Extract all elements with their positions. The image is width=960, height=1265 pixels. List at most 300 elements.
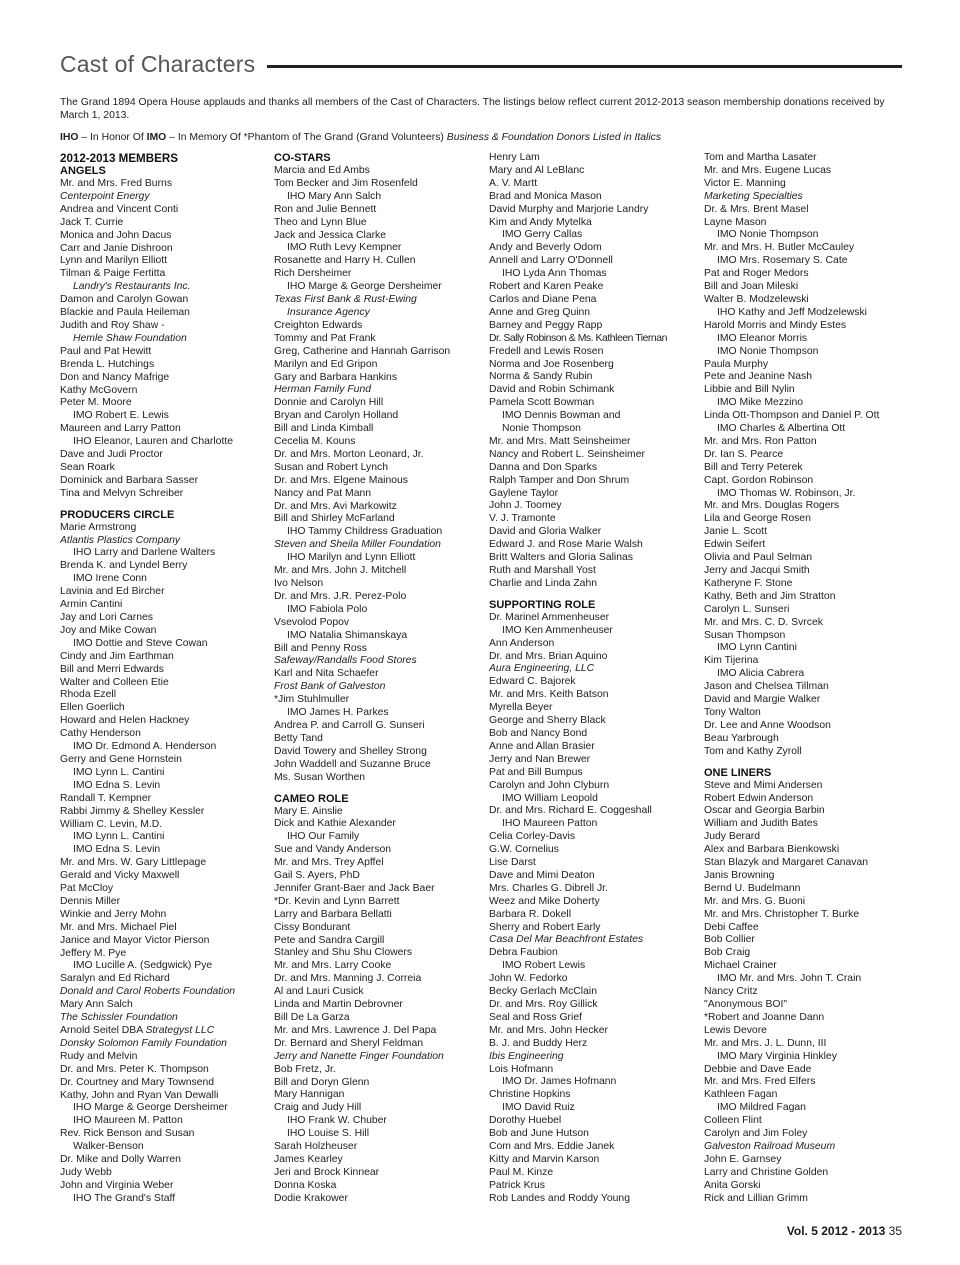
member-name: Danna and Don Sparks xyxy=(489,461,598,473)
page-header xyxy=(60,44,902,84)
member-name: Ivo Nelson xyxy=(274,578,324,589)
section-heading: CO-STARS xyxy=(274,152,331,164)
honoree-line: Nonie Thompson xyxy=(502,423,581,435)
honoree-line: IHO Frank W. Chuber xyxy=(287,1115,387,1127)
member-name: Patrick Krus xyxy=(489,1179,546,1191)
member-name: Janis Browning xyxy=(704,869,775,881)
member-name: Andrea and Vincent Conti xyxy=(60,203,179,215)
member-name: Tom and Kathy Zyroll xyxy=(704,745,802,757)
honoree-line: IHO Eleanor, Lauren and Charlotte xyxy=(73,436,233,448)
member-name: Mr. and Mrs. Trey Apffel xyxy=(274,857,384,869)
member-name: Mr. and Mrs. C. D. Svrcek xyxy=(704,616,823,628)
member-name: Bill and Joan Mileski xyxy=(704,281,799,293)
member-name: Carlos and Diane Pena xyxy=(489,293,597,305)
member-name: Lavinia and Ed Bircher xyxy=(60,586,165,598)
section-heading: PRODUCERS CIRCLE xyxy=(60,508,175,521)
member-name xyxy=(60,1025,272,1038)
member-name: Dr. Bernard and Sheryl Feldman xyxy=(274,1037,424,1049)
member-name: Bill and Doryn Glenn xyxy=(274,1076,370,1088)
member-name: Pete and Sandra Cargill xyxy=(274,934,385,946)
legend-imo-abbr: IMO xyxy=(146,132,167,143)
member-name: Olivia and Paul Selman xyxy=(704,552,813,564)
member-name: Pat and Roger Medors xyxy=(704,268,809,280)
member-name: David and Robin Schimank xyxy=(489,384,615,396)
honoree-line: IHO Kathy and Jeff Modzelewski xyxy=(717,306,867,318)
member-name: Herman Family Fund xyxy=(274,384,372,396)
honoree-line: IMO Robert Lewis xyxy=(502,960,586,972)
honoree-line: IMO Eleanor Morris xyxy=(717,332,808,344)
member-name: Ron and Julie Bennett xyxy=(274,203,377,215)
member-name: Sarah Holzheuser xyxy=(274,1141,358,1153)
footer-volume: Vol. 5 2012 - 2013 xyxy=(786,1224,886,1238)
member-name: Frost Bank of Galveston xyxy=(274,681,386,693)
honoree-line: IMO Mr. and Mrs. John T. Crain xyxy=(717,973,862,985)
member-name: Mr. and Mrs. Fred Elfers xyxy=(704,1076,816,1088)
member-name: Dr. & Mrs. Brent Masel xyxy=(704,203,809,215)
member-name: Carolyn and John Clyburn xyxy=(489,779,610,791)
member-name: Lois Hofmann xyxy=(489,1063,554,1075)
honoree-line: IMO Nonie Thompson xyxy=(717,345,819,357)
member-name: Stan Blazyk and Margaret Canavan xyxy=(704,857,869,869)
legend-line xyxy=(60,131,902,144)
honoree-line: Walker-Benson xyxy=(73,1141,144,1153)
member-name: Mr. and Mrs. G. Buoni xyxy=(704,895,806,907)
member-name: John Waddell and Suzanne Bruce xyxy=(274,758,431,770)
honoree-line: IMO Dottie and Steve Cowan xyxy=(73,637,208,649)
member-name: Saralyn and Ed Richard xyxy=(60,973,170,985)
member-name: Craig and Judy Hill xyxy=(274,1102,362,1114)
member-name: Andrea P. and Carroll G. Sunseri xyxy=(274,719,425,731)
member-name: Tina and Melvyn Schreiber xyxy=(60,487,184,499)
member-name: Kathy, Beth and Jim Stratton xyxy=(704,590,836,602)
honoree-line: IHO Maureen M. Patton xyxy=(73,1115,183,1127)
member-name: Galveston Railroad Museum xyxy=(704,1140,836,1152)
member-name: Al and Lauri Cusick xyxy=(274,986,364,998)
member-name: Ruth and Marshall Yost xyxy=(489,565,596,576)
member-name: Robert and Karen Peake xyxy=(489,281,604,293)
honoree-line: IHO Maureen Patton xyxy=(502,818,598,830)
member-name: Safeway/Randalls Food Stores xyxy=(274,655,417,667)
member-name: Nancy and Robert L. Seinsheimer xyxy=(489,448,645,460)
legend-iho-abbr: IHO xyxy=(60,132,79,143)
member-name: John and Virginia Weber xyxy=(60,1179,174,1191)
member-name: Carolyn L. Sunseri xyxy=(704,603,790,615)
member-name: Ann Anderson xyxy=(489,637,555,649)
member-name: Anne and Greg Quinn xyxy=(489,306,591,318)
member-name: Dr. and Mrs. Richard E. Coggeshall xyxy=(489,805,652,817)
member-name: Bill and Shirley McFarland xyxy=(274,513,395,525)
member-name: Bob and June Hutson xyxy=(489,1128,589,1140)
member-name: Kim and Andy Mytelka xyxy=(489,216,592,228)
title-rule xyxy=(267,65,902,68)
member-name: Dorothy Huebel xyxy=(489,1115,562,1127)
member-name: James Kearley xyxy=(274,1153,343,1165)
member-name: Dodie Krakower xyxy=(274,1192,348,1204)
member-name: Janice and Mayor Victor Pierson xyxy=(60,934,210,946)
honoree-line: IMO Charles & Albertina Ott xyxy=(717,423,846,435)
member-name: Mr. and Mrs. Fred Burns xyxy=(60,178,173,189)
member-name: Joy and Mike Cowan xyxy=(60,624,157,636)
member-name: Paula Murphy xyxy=(704,358,769,370)
member-name: Brenda K. and Lyndel Berry xyxy=(60,560,188,572)
member-name: Anne and Allan Brasier xyxy=(489,740,595,752)
member-name: Damon and Carolyn Gowan xyxy=(60,294,189,306)
honoree-line: IMO Lynn L. Cantini xyxy=(73,766,165,778)
member-name: Pete and Jeanine Nash xyxy=(704,371,813,383)
honoree-line: IHO Lyda Ann Thomas xyxy=(502,268,607,280)
member-name: Mr. and Mrs. Douglas Rogers xyxy=(704,500,840,512)
member-name: John W. Fedorko xyxy=(489,973,568,985)
member-name: Walter and Colleen Etie xyxy=(60,676,169,688)
member-name: Gerald and Vicky Maxwell xyxy=(60,870,180,882)
member-name: Jerry and Nan Brewer xyxy=(489,753,591,765)
member-name: Colleen Flint xyxy=(704,1115,762,1127)
member-name: Jack and Jessica Clarke xyxy=(274,229,387,241)
member-name: Dr. and Mrs. Avi Markowitz xyxy=(274,500,397,512)
member-name: Linda and Martin Debrovner xyxy=(274,999,403,1011)
member-name: Mary Hannigan xyxy=(274,1089,345,1101)
member-name: Dr. Mike and Dolly Warren xyxy=(60,1154,181,1166)
member-name: Michael Crainer xyxy=(704,960,777,972)
member-name: Karl and Nita Schaefer xyxy=(274,668,379,680)
honoree-line: IHO Marilyn and Lynn Elliott xyxy=(287,552,416,564)
honoree-line: IMO Natalia Shimanskaya xyxy=(287,629,408,641)
member-name: Walter B. Modzelewski xyxy=(704,293,809,305)
member-name: Randall T. Kempner xyxy=(60,792,152,804)
member-name: Casa Del Mar Beachfront Estates xyxy=(489,934,644,946)
member-name: Harold Morris and Mindy Estes xyxy=(704,319,847,331)
member-name: Tony Walton xyxy=(704,706,761,718)
member-name: Bill and Penny Ross xyxy=(274,642,367,654)
honoree-line: IMO Lynn Cantini xyxy=(717,642,797,654)
member-name: Cathy Henderson xyxy=(60,728,141,740)
member-name: Linda Ott-Thompson and Daniel P. Ott xyxy=(704,410,880,422)
member-name: Bill and Linda Kimball xyxy=(274,423,374,435)
member-name: Kathy, John and Ryan Van Dewalli xyxy=(60,1089,219,1101)
section-spacer xyxy=(60,501,272,509)
member-name: Annell and Larry O'Donnell xyxy=(489,255,613,267)
member-name: Bob and Nancy Bond xyxy=(489,727,588,739)
honoree-line: Landry's Restaurants Inc. xyxy=(73,281,191,293)
honoree-line: IMO Dennis Bowman and xyxy=(502,410,621,422)
member-name: Armin Cantini xyxy=(60,599,123,611)
member-name: Dr. and Mrs. J.R. Perez-Polo xyxy=(274,590,407,602)
member-name: David and Gloria Walker xyxy=(489,526,602,538)
member-name: Susan Thompson xyxy=(704,629,786,641)
member-name: Weez and Mike Doherty xyxy=(489,895,600,907)
honoree-line: IMO David Ruiz xyxy=(502,1102,575,1114)
member-name: Atlantis Plastics Company xyxy=(60,534,181,546)
member-name: Edward J. and Rose Marie Walsh xyxy=(489,539,643,551)
member-name: Cissy Bondurant xyxy=(274,921,351,933)
member-name: Victor E. Manning xyxy=(704,177,786,189)
member-name: Peter M. Moore xyxy=(60,397,132,409)
member-name: Lynn and Marilyn Elliott xyxy=(60,255,168,267)
section-heading: SUPPORTING ROLE xyxy=(489,598,596,611)
member-name: Barbara R. Dokell xyxy=(489,908,572,920)
legend-iho-text: – In Honor Of xyxy=(78,132,147,143)
member-name: Jennifer Grant-Baer and Jack Baer xyxy=(274,882,435,894)
member-name: Jeri and Brock Kinnear xyxy=(274,1166,380,1178)
member-name: Donald and Carol Roberts Foundation xyxy=(60,986,236,998)
honoree-line: IMO Irene Conn xyxy=(73,573,147,585)
member-name: Marcia and Ed Ambs xyxy=(274,165,370,176)
member-name: Mr. and Mrs. Ron Patton xyxy=(704,435,817,447)
member-name: Debbie and Dave Eade xyxy=(704,1063,812,1075)
member-name: Mary and Al LeBlanc xyxy=(489,164,585,176)
member-name: Larry and Christine Golden xyxy=(704,1166,829,1178)
member-name: Dr. and Mrs. Brian Aquino xyxy=(489,650,608,662)
member-name: *Jim Stuhlmuller xyxy=(274,694,350,706)
honoree-line: IMO Alicia Cabrera xyxy=(717,668,805,680)
member-name: Rick and Lillian Grimm xyxy=(704,1192,808,1204)
member-name: Britt Walters and Gloria Salinas xyxy=(489,552,633,564)
member-name: Vsevolod Popov xyxy=(274,616,350,628)
member-name: Carr and Janie Dishroon xyxy=(60,242,173,254)
member-name: Seal and Ross Grief xyxy=(489,1011,582,1023)
member-name: Dave and Mimi Deaton xyxy=(489,869,595,881)
member-name: The Schissler Foundation xyxy=(60,1012,178,1024)
legend-italics-note: Business & Foundation Donors Listed in Italics xyxy=(446,132,662,143)
member-name: Libbie and Bill Nylin xyxy=(704,384,795,396)
member-name: Paul M. Kinze xyxy=(489,1166,554,1178)
member-name: *Dr. Kevin and Lynn Barrett xyxy=(274,895,400,907)
member-name: Tommy and Pat Frank xyxy=(274,332,376,344)
member-name: Bernd U. Budelmann xyxy=(704,882,801,894)
member-name: Mr. and Mrs. H. Butler McCauley xyxy=(704,242,855,254)
member-name: Mr. and Mrs. Lawrence J. Del Papa xyxy=(274,1024,437,1036)
honoree-line: Hemle Shaw Foundation xyxy=(73,332,187,344)
honoree-line: IHO Louise S. Hill xyxy=(287,1128,369,1140)
member-name: Dr. and Mrs. Manning J. Correia xyxy=(274,973,422,985)
member-name: Norma & Sandy Rubin xyxy=(489,371,593,383)
member-name: Capt. Gordon Robinson xyxy=(704,474,814,486)
member-name: Mr. and Mrs. John J. Mitchell xyxy=(274,565,407,577)
member-name: Pat and Bill Bumpus xyxy=(489,766,583,778)
member-name: Greg, Catherine and Hannah Garrison xyxy=(274,345,451,357)
member-name: Mr. and Mrs. Eugene Lucas xyxy=(704,164,832,176)
member-name: Jerry and Nanette Finger Foundation xyxy=(274,1050,444,1062)
member-name: Mary E. Ainslie xyxy=(274,805,343,817)
honoree-line: IMO Gerry Callas xyxy=(502,229,583,241)
member-name: Judith and Roy Shaw - xyxy=(60,319,165,331)
member-name: Norma and Joe Rosenberg xyxy=(489,358,614,370)
member-name: Debi Caffee xyxy=(704,921,759,933)
member-name: Rev. Rick Benson and Susan xyxy=(60,1128,195,1140)
honoree-line: IMO James H. Parkes xyxy=(287,707,389,719)
section-spacer xyxy=(489,591,701,599)
member-name: Howard and Helen Hackney xyxy=(60,715,190,727)
member-name: John E. Garnsey xyxy=(704,1153,782,1165)
honoree-line: IMO Thomas W. Robinson, Jr. xyxy=(717,487,856,499)
member-name: Paul and Pat Hewitt xyxy=(60,345,152,357)
member-name: Bob Collier xyxy=(704,934,755,946)
member-name: Rich Dersheimer xyxy=(274,268,352,280)
member-name: Rhoda Ezell xyxy=(60,689,117,701)
business-name-part: Strategyst LLC xyxy=(145,1025,215,1036)
member-name: Donnie and Carolyn Hill xyxy=(274,397,384,409)
member-name: Maureen and Larry Patton xyxy=(60,423,181,435)
member-name: Texas First Bank & Rust-Ewing xyxy=(274,294,417,306)
member-columns xyxy=(0,152,960,1217)
member-name: Gary and Barbara Hankins xyxy=(274,371,398,383)
member-name: Mr. and Mrs. J. L. Dunn, III xyxy=(704,1037,827,1049)
legend-imo-text: – In Memory Of *Phantom of The Grand (Grand Volunteers) xyxy=(166,132,447,143)
honoree-line: IHO Larry and Darlene Walters xyxy=(73,547,216,559)
honoree-line: IHO Marge & George Dersheimer xyxy=(287,281,442,293)
honoree-line: IMO Robert E. Lewis xyxy=(73,410,169,422)
honoree-line: IHO Marge & George Dersheimer xyxy=(73,1102,228,1114)
member-name: David Towery and Shelley Strong xyxy=(274,745,427,757)
member-name: G.W. Cornelius xyxy=(489,844,559,856)
member-name: Mrs. Charles G. Dibrell Jr. xyxy=(489,882,608,894)
member-name: Centerpoint Energy xyxy=(60,190,150,202)
member-name: George and Sherry Black xyxy=(489,715,606,727)
member-name: Brad and Monica Mason xyxy=(489,190,602,202)
member-name: Mr. and Mrs. John Hecker xyxy=(489,1024,608,1036)
honoree-line: IMO Edna S. Levin xyxy=(73,844,161,856)
member-name: Rabbi Jimmy & Shelley Kessler xyxy=(60,805,205,817)
member-name: Jack T. Currie xyxy=(60,216,124,228)
section-spacer xyxy=(704,759,916,767)
member-name: Bill and Terry Peterek xyxy=(704,461,803,473)
member-name: Layne Mason xyxy=(704,216,767,228)
member-name: Bryan and Carolyn Holland xyxy=(274,410,399,422)
member-name: Bill De La Garza xyxy=(274,1012,350,1023)
member-name: John J. Toomey xyxy=(489,500,562,512)
member-name: Sherry and Robert Early xyxy=(489,921,601,933)
member-name: Judy Berard xyxy=(704,831,761,843)
member-name: Marie Armstrong xyxy=(60,521,137,533)
member-name: Blackie and Paula Heileman xyxy=(60,307,190,319)
member-name: Mr. and Mrs. Larry Cooke xyxy=(274,960,392,972)
member-name: Lise Darst xyxy=(489,857,536,869)
honoree-line: IMO Edna S. Levin xyxy=(73,779,161,791)
member-name: David Murphy and Marjorie Landry xyxy=(489,203,649,215)
member-name: Debra Faubion xyxy=(489,947,558,959)
honoree-line: IMO Lucille A. (Sedgwick) Pye xyxy=(73,960,213,972)
member-name: Jerry and Jacqui Smith xyxy=(704,565,810,576)
member-name: Becky Gerlach McClain xyxy=(489,986,597,998)
honoree-line: IMO William Leopold xyxy=(502,792,598,804)
member-name: Dr. and Mrs. Roy Gillick xyxy=(489,999,598,1010)
member-name: Cindy and Jim Earthman xyxy=(60,650,174,662)
member-name: Rob Landes and Roddy Young xyxy=(489,1192,630,1204)
intro-paragraph: The Grand 1894 Opera House applauds and thanks all members of the Cast of Characters. The listings below reflect current 2012-2013 season membership donations received by March 1, 2013. xyxy=(60,97,885,121)
member-name: Alex and Barbara Bienkowski xyxy=(704,844,840,856)
member-name: Monica and John Dacus xyxy=(60,229,172,241)
member-name: Dr. Marinel Ammenheuser xyxy=(489,611,610,623)
member-column-3 xyxy=(489,152,701,1206)
member-name: Don and Nancy Mafrige xyxy=(60,371,170,383)
member-name: Janie L. Scott xyxy=(704,526,767,538)
member-name: Jeffery M. Pye xyxy=(60,947,127,959)
member-name: Lila and George Rosen xyxy=(704,513,811,525)
section-heading: 2012-2013 MEMBERS xyxy=(60,152,178,165)
member-name: Bob Fretz, Jr. xyxy=(274,1063,336,1075)
member-name: Donna Koska xyxy=(274,1179,337,1191)
member-name: Marilyn and Ed Gripon xyxy=(274,358,378,370)
member-name: Ralph Tamper and Don Shrum xyxy=(489,474,630,486)
member-name: Sean Roark xyxy=(60,461,115,473)
member-name: "Anonymous BOI" xyxy=(704,999,788,1010)
member-name: Charlie and Linda Zahn xyxy=(489,577,598,589)
honoree-line: IHO The Grand's Staff xyxy=(73,1192,176,1204)
member-name: Stanley and Shu Shu Clowers xyxy=(274,947,413,959)
section-heading: CAMEO ROLE xyxy=(274,792,349,805)
member-column-4 xyxy=(704,152,916,1206)
member-name: Rosanette and Harry H. Cullen xyxy=(274,255,416,267)
honoree-line: IMO Fabiola Polo xyxy=(287,603,368,615)
member-name: Oscar and Georgia Barbin xyxy=(704,805,825,817)
member-name: Robert Edwin Anderson xyxy=(704,792,814,804)
member-name: Sue and Vandy Anderson xyxy=(274,844,392,856)
honoree-line: IMO Dr. James Hofmann xyxy=(502,1076,617,1088)
honoree-line: IMO Mildred Fagan xyxy=(717,1102,806,1114)
member-name: David and Margie Walker xyxy=(704,694,821,706)
member-name: Tilman & Paige Fertitta xyxy=(60,268,166,280)
member-name: Katheryne F. Stone xyxy=(704,577,793,589)
section-spacer xyxy=(274,785,486,793)
member-name: Barney and Peggy Rapp xyxy=(489,319,603,331)
member-name: Winkie and Jerry Mohn xyxy=(60,908,167,920)
member-name: Donsky Solomon Family Foundation xyxy=(60,1037,227,1049)
member-name-part: Arnold Seitel DBA xyxy=(60,1025,146,1036)
member-name: Mr. and Mrs. W. Gary Littlepage xyxy=(60,857,207,869)
page-title: Cast of Characters xyxy=(60,50,256,77)
member-column-1 xyxy=(60,152,272,1206)
honoree-line: Insurance Agency xyxy=(287,306,370,318)
member-name: Tom and Martha Lasater xyxy=(704,152,817,163)
member-name: Aura Engineering, LLC xyxy=(489,663,595,675)
member-name: Edwin Seifert xyxy=(704,539,766,551)
honoree-line: IMO Lynn L. Cantini xyxy=(73,831,165,843)
member-name: Dr. and Mrs. Morton Leonard, Jr. xyxy=(274,448,424,460)
member-name: Dr. Lee and Anne Woodson xyxy=(704,719,831,731)
page-footer xyxy=(752,1224,902,1238)
section-heading: ANGELS xyxy=(60,165,106,177)
honoree-line: IHO Our Family xyxy=(287,831,360,843)
member-name: William and Judith Bates xyxy=(704,818,818,830)
member-name: Mr. and Mrs. Keith Batson xyxy=(489,689,609,701)
member-name: Celia Corley-Davis xyxy=(489,831,576,843)
member-name: Gail S. Ayers, PhD xyxy=(274,870,360,882)
honoree-line: IMO Mike Mezzino xyxy=(717,397,804,409)
member-name: Dave and Judi Proctor xyxy=(60,449,163,461)
footer-page-number: 35 xyxy=(888,1224,902,1238)
member-name: Judy Webb xyxy=(60,1166,112,1178)
member-name: Carolyn and Jim Foley xyxy=(704,1128,808,1140)
member-name: William C. Levin, M.D. xyxy=(60,818,163,830)
honoree-line: IMO Ken Ammenheuser xyxy=(502,624,613,636)
member-name: Dennis Miller xyxy=(60,895,121,907)
member-name: Nancy Critz xyxy=(704,986,758,998)
member-name: Kim Tijerina xyxy=(704,655,759,667)
member-name: Henry Lam xyxy=(489,152,540,163)
member-name: B. J. and Buddy Herz xyxy=(489,1037,588,1049)
honoree-line: IMO Dr. Edmond A. Henderson xyxy=(73,741,217,753)
member-name: Com and Mrs. Eddie Janek xyxy=(489,1140,615,1152)
member-name: Pat McCloy xyxy=(60,883,114,895)
member-name: Anita Gorski xyxy=(704,1179,761,1191)
member-name: Nancy and Pat Mann xyxy=(274,487,372,499)
member-name: Kathy McGovern xyxy=(60,384,138,396)
member-name: Ellen Goerlich xyxy=(60,702,125,714)
honoree-line: IHO Mary Ann Salch xyxy=(287,190,382,202)
honoree-line: IMO Ruth Levy Kempner xyxy=(287,242,402,254)
member-name: Edward C. Bajorek xyxy=(489,676,576,688)
member-name: Rudy and Melvin xyxy=(60,1050,138,1062)
